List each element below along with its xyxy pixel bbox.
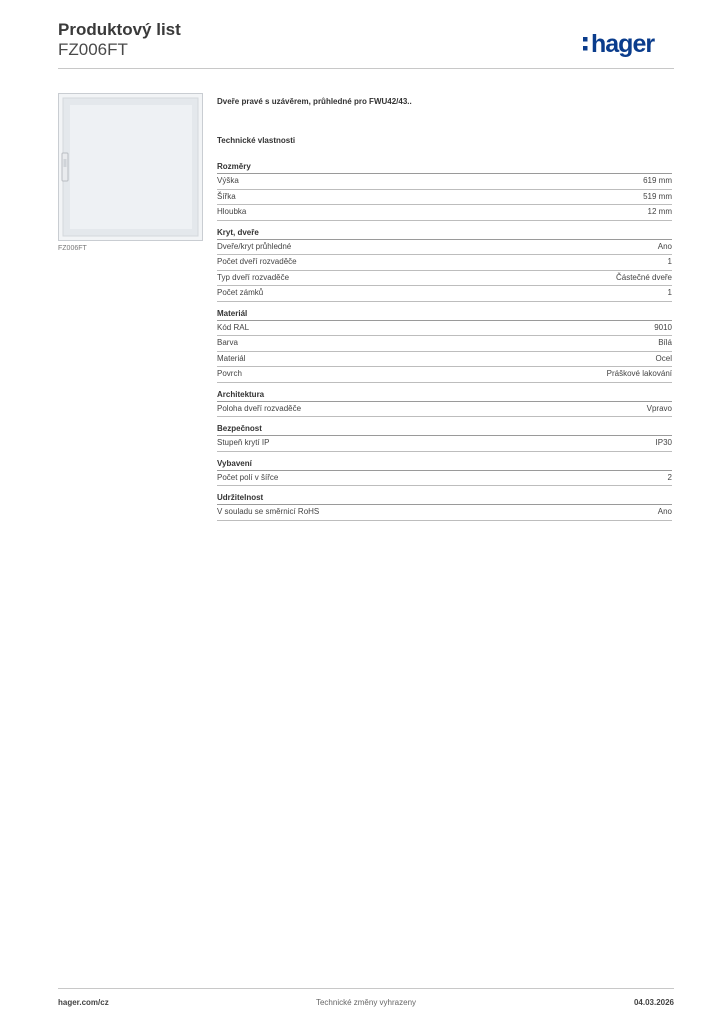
property-value: 2: [667, 472, 672, 482]
property-value: Bílá: [658, 338, 672, 347]
footer-website: hager.com/cz: [58, 998, 109, 1007]
property-label: Poloha dveří rozvaděče: [217, 403, 302, 413]
property-group: [217, 389, 672, 418]
property-row: [217, 190, 672, 206]
property-value: Vpravo: [646, 403, 672, 413]
property-group: [217, 492, 672, 521]
property-label: Počet dveří rozvaděče: [217, 257, 297, 266]
property-label: Barva: [217, 338, 238, 347]
header-divider: [58, 68, 674, 69]
property-row: [217, 336, 672, 352]
hager-logo: [582, 28, 672, 60]
property-row: [217, 505, 672, 521]
property-value: Ocel: [655, 353, 672, 363]
image-caption: FZ006FT: [58, 245, 87, 252]
property-row: [217, 286, 672, 302]
property-group-title: Vybavení: [217, 458, 672, 471]
property-groups: [217, 161, 672, 521]
property-value: Částečné dveře: [615, 272, 672, 282]
property-value: 1: [667, 257, 672, 266]
property-label: Šířka: [217, 191, 236, 201]
property-row: [217, 471, 672, 487]
property-label: V souladu se směrnicí RoHS: [217, 507, 320, 516]
product-description: Dveře pravé s uzávěrem, průhledné pro FWU42/43..: [217, 97, 412, 106]
property-value: 12 mm: [647, 207, 672, 216]
property-label: Materiál: [217, 353, 246, 363]
property-label: Dveře/kryt průhledné: [217, 241, 292, 251]
property-row: [217, 367, 672, 383]
property-value: Ano: [657, 507, 672, 516]
technical-properties-title: Technické vlastnosti: [217, 136, 296, 145]
property-label: Výška: [217, 176, 239, 185]
property-label: Stupeň krytí IP: [217, 438, 270, 447]
property-row: [217, 255, 672, 271]
page-title: Produktový list: [58, 20, 181, 39]
property-value: IP30: [655, 438, 672, 447]
property-value: Práškové lakování: [606, 369, 672, 378]
property-label: Počet polí v šířce: [217, 472, 279, 482]
property-row: [217, 436, 672, 452]
property-row: [217, 271, 672, 287]
property-value: 519 mm: [643, 191, 672, 201]
property-group: [217, 423, 672, 452]
logo-wordmark: hager: [591, 30, 655, 58]
footer-notice: Technické změny vyhrazeny: [315, 998, 417, 1007]
property-row: [217, 240, 672, 256]
property-row: [217, 321, 672, 337]
property-row: [217, 402, 672, 418]
property-value: 9010: [654, 322, 672, 332]
page-header: [58, 18, 674, 68]
property-row: [217, 205, 672, 221]
property-label: Hloubka: [217, 207, 247, 216]
property-label: Povrch: [217, 369, 242, 378]
property-label: Kód RAL: [217, 322, 250, 332]
property-group-title: Rozměry: [217, 161, 672, 174]
property-value: 1: [667, 288, 672, 297]
property-value: 619 mm: [643, 176, 672, 185]
product-image: [58, 93, 203, 241]
property-value: Ano: [657, 241, 672, 251]
product-details: [217, 96, 672, 527]
property-group-title: Kryt, dveře: [217, 227, 672, 240]
property-group: [217, 458, 672, 487]
property-group-title: Materiál: [217, 308, 672, 321]
property-label: Počet zámků: [217, 288, 264, 297]
product-code: FZ006FT: [58, 40, 128, 59]
property-group-title: Bezpečnost: [217, 423, 672, 436]
footer-divider: [58, 988, 674, 989]
property-row: [217, 352, 672, 368]
property-row: [217, 174, 672, 190]
property-group: [217, 227, 672, 302]
page-footer: [58, 998, 674, 1010]
footer-date: 04.03.2026: [633, 998, 674, 1007]
property-label: Typ dveří rozvaděče: [217, 272, 290, 282]
property-group: [217, 161, 672, 221]
property-group: [217, 308, 672, 383]
property-group-title: Architektura: [217, 389, 672, 402]
property-group-title: Udržitelnost: [217, 492, 672, 505]
